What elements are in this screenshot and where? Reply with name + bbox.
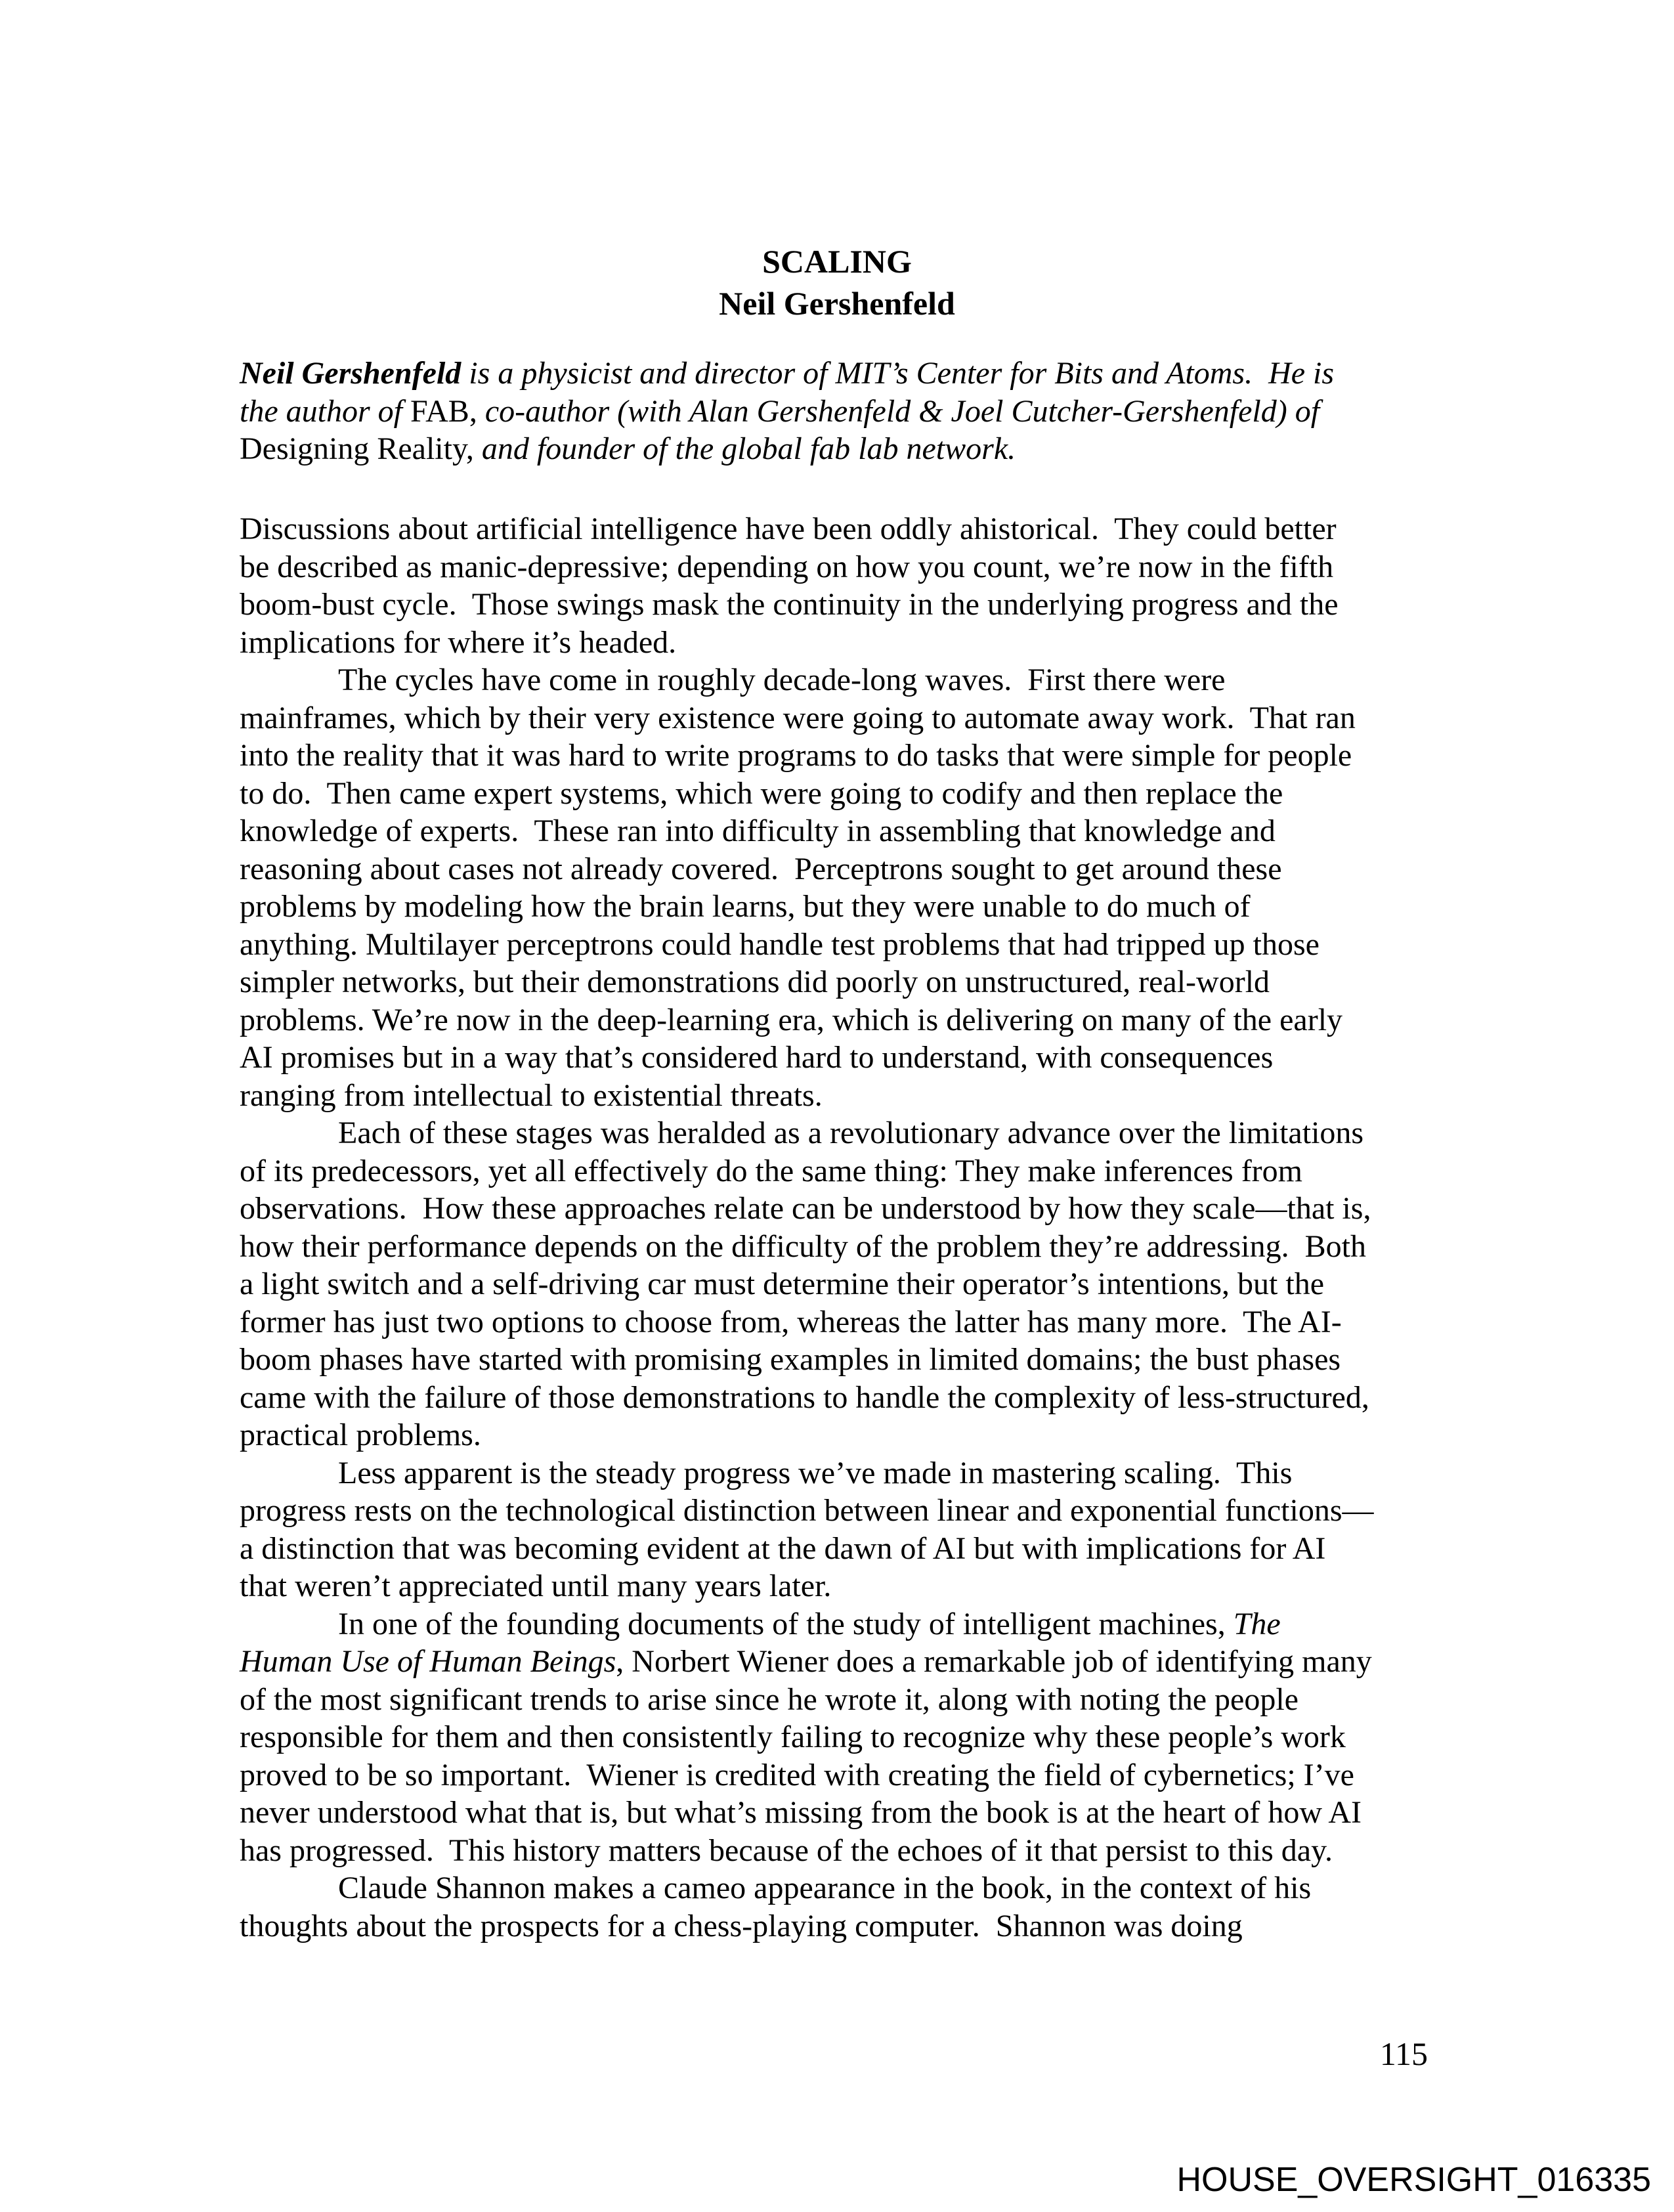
text-run: practical problems. [240,1418,481,1452]
text-run: of the most significant trends to arise since he wrote it, along with noting the people [240,1681,1298,1717]
text-line [240,661,1474,699]
text-run: Neil Gershenfeld [240,356,461,391]
text-line [240,1718,1474,1756]
text-run: In one of the founding documents of the study of intelligent machines, [338,1606,1234,1641]
text-line [240,1152,1474,1190]
text-line [240,1039,1474,1077]
text-line [240,775,1474,813]
author-name: Neil Gershenfeld [719,285,955,322]
text-run: a light switch and a self-driving car must determine their operator’s intentions, but the [240,1267,1325,1301]
text-line [240,963,1474,1001]
text-line [240,699,1474,737]
text-run: into the reality that it was hard to write programs to do tasks that were simple for people [240,738,1352,773]
text-run: reasoning about cases not already covered. Perceptrons sought to get around these [240,851,1282,886]
text-run: problems. We’re now in the deep-learning era, which is delivering on many of the early [240,1002,1343,1037]
text-run: is a physicist and director of MIT’s Center for Bits and Atoms. He is [461,356,1335,391]
text-run: simpler networks, but their demonstrations did poorly on unstructured, real-world [240,965,1270,999]
text-line [240,1416,1474,1454]
text-run: Discussions about artificial intelligence have been oddly ahistorical. They could better [240,511,1337,546]
text-line [240,510,1474,548]
text-run: anything. Multilayer perceptrons could handle test problems that had tripped up those [240,926,1320,962]
text-line [240,1605,1474,1643]
text-run: AI promises but in a way that’s considered hard to understand, with consequences [240,1040,1274,1075]
text-run: Claude Shannon makes a cameo appearance in the book, in the context of his [338,1871,1312,1905]
text-line [240,1794,1474,1832]
text-run: , Norbert Wiener does a remarkable job of identifying many [616,1644,1372,1679]
page-number: 115 [1379,2035,1428,2072]
text-line [240,1643,1474,1681]
text-run: implications for where it’s headed. [240,624,677,660]
text-line [240,1001,1474,1039]
text-line [240,737,1474,775]
text-run: The cycles have come in roughly decade-long waves. First there were [338,662,1226,697]
text-line [240,1567,1474,1605]
text-run: how their performance depends on the difficulty of the problem they’re addressing. Both [240,1228,1366,1264]
text-run: Human Use of Human Beings [240,1644,616,1679]
text-run: Less apparent is the steady progress we’ve made in mastering scaling. This [338,1455,1293,1490]
text-line [240,1379,1474,1417]
body-text [240,510,1474,1945]
text-run: The [1233,1606,1281,1641]
text-line [240,1907,1474,1945]
text-line [240,888,1474,926]
text-run: came with the failure of those demonstrations to handle the complexity of less-structured, [240,1379,1369,1415]
text-line [240,1077,1474,1115]
text-run: boom-bust cycle. Those swings mask the continuity in the underlying progress and the [240,587,1339,622]
text-run: former has just two options to choose from, whereas the latter has many more. The AI- [240,1304,1342,1339]
bates-number: HOUSE_OVERSIGHT_016335 [1176,2161,1651,2199]
text-line [240,1869,1474,1907]
text-run: and founder of the global fab lab network. [481,431,1016,466]
text-line [240,1114,1474,1152]
text-run: ranging from intellectual to existential threats. [240,1077,823,1113]
text-run: never understood what that is, but what’s missing from the book is at the heart of how AI [240,1795,1362,1830]
text-run: , [465,431,482,466]
text-line [240,1265,1474,1303]
text-run: mainframes, which by their very existence were going to automate away work. That ran [240,700,1356,735]
text-line [240,1190,1474,1228]
text-line [240,1681,1474,1719]
text-run: a distinction that was becoming evident at the dawn of AI but with implications for AI [240,1530,1326,1566]
text-line [240,430,1474,468]
text-line [240,586,1474,624]
document-header [0,240,1674,324]
text-line [240,1756,1474,1794]
text-run: progress rests on the technological distinction between linear and exponential functions— [240,1493,1374,1528]
text-line [240,850,1474,888]
text-line [240,1341,1474,1379]
text-run: boom phases have started with promising examples in limited domains; the bust phases [240,1342,1341,1377]
text-run: has progressed. This history matters because of the echoes of it that persist to this day. [240,1832,1333,1868]
text-run: observations. How these approaches relate can be understood by how they scale—that is, [240,1191,1371,1226]
text-run: that weren’t appreciated until many years later. [240,1569,832,1603]
text-run: be described as manic-depressive; depending on how you count, we’re now in the fifth [240,549,1334,584]
text-line [240,548,1474,586]
text-line [240,1303,1474,1341]
text-line [240,355,1474,393]
text-run: Each of these stages was heralded as a revolutionary advance over the limitations [338,1116,1364,1150]
text-line [240,812,1474,850]
text-run: the author of [240,393,410,429]
text-run: to do. Then came expert systems, which were going to codify and then replace the [240,775,1283,811]
text-line [240,1228,1474,1266]
page-title: SCALING [762,243,912,280]
text-run: knowledge of experts. These ran into difficulty in assembling that knowledge and [240,813,1276,848]
text-run: co-author (with Alan Gershenfeld & Joel Cutcher-Gershenfeld) of [484,393,1320,429]
text-run: Designing Reality [240,431,466,466]
text-run: responsible for them and then consistently failing to recognize why these people’s work [240,1720,1346,1754]
text-line [240,1530,1474,1568]
author-bio [240,355,1474,468]
text-run: of its predecessors, yet all effectively do the same thing: They make inferences from [240,1153,1302,1188]
text-line [240,1492,1474,1530]
text-run: , [469,393,485,429]
text-run: problems by modeling how the brain learns, but they were unable to do much of [240,889,1251,924]
text-line [240,393,1474,431]
text-line [240,1832,1474,1870]
text-run: thoughts about the prospects for a chess-playing computer. Shannon was doing [240,1908,1243,1943]
text-run: proved to be so important. Wiener is credited with creating the field of cybernetics; I’ve [240,1757,1354,1792]
text-run: FAB [410,393,469,429]
text-line [240,926,1474,964]
text-line [240,1454,1474,1492]
text-line [240,624,1474,662]
